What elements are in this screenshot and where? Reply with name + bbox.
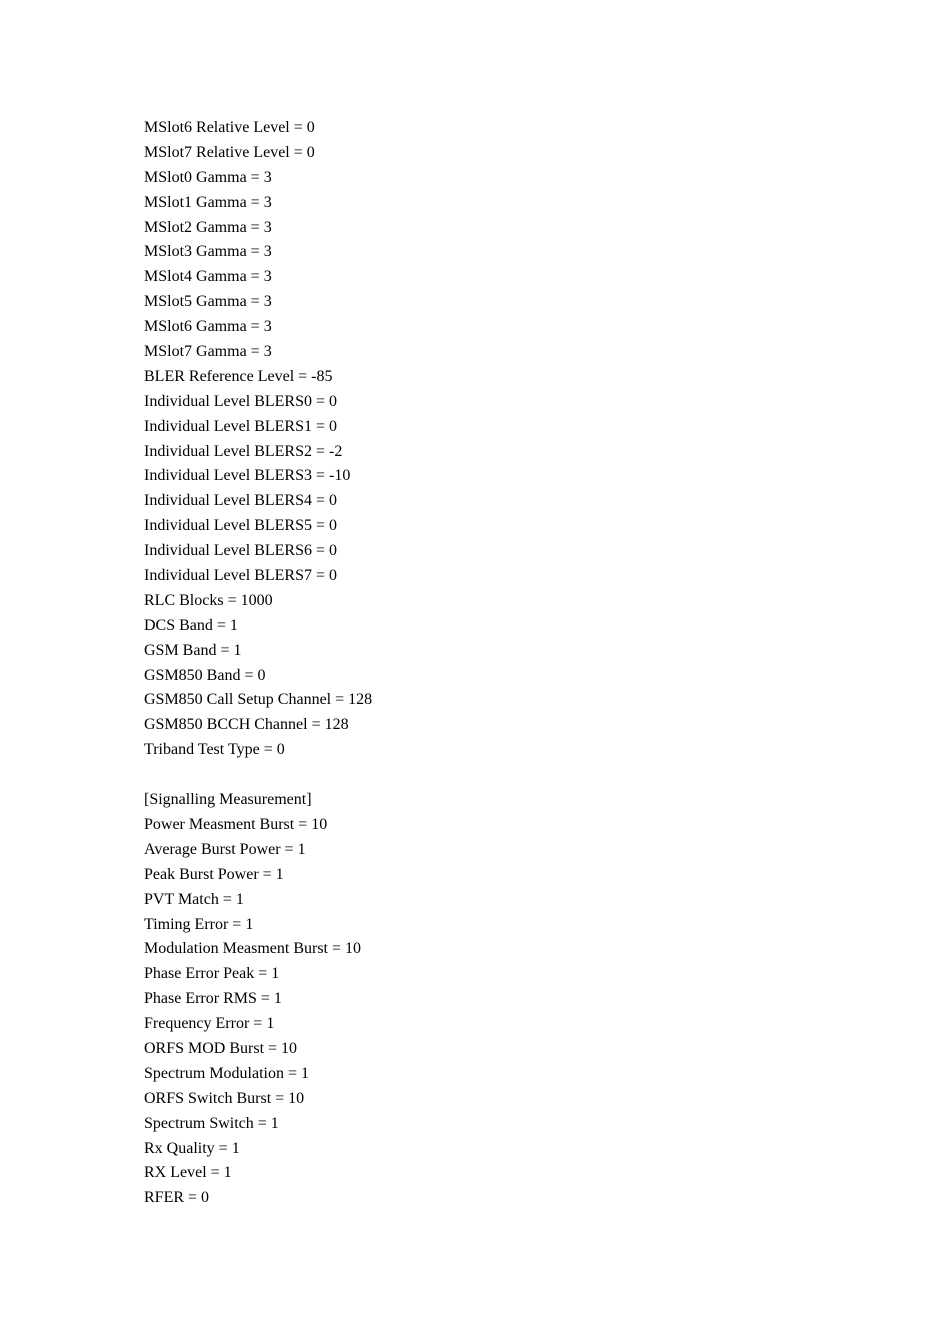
config-line: BLER Reference Level = -85 <box>144 367 333 385</box>
config-line: Individual Level BLERS7 = 0 <box>144 567 337 585</box>
config-line: Spectrum Switch = 1 <box>144 1114 279 1132</box>
section-header: [Signalling Measurement] <box>144 791 312 809</box>
config-line: Individual Level BLERS6 = 0 <box>144 542 337 560</box>
config-line: Rx Quality = 1 <box>144 1139 240 1157</box>
blank-line <box>144 763 904 788</box>
config-line: MSlot2 Gamma = 3 <box>144 218 272 236</box>
config-line: Individual Level BLERS0 = 0 <box>144 392 337 410</box>
config-line: RLC Blocks = 1000 <box>144 591 273 609</box>
config-line: Timing Error = 1 <box>144 915 254 933</box>
config-line: MSlot6 Relative Level = 0 <box>144 119 315 136</box>
config-line: Triband Test Type = 0 <box>144 741 285 759</box>
config-line: Individual Level BLERS1 = 0 <box>144 417 337 435</box>
config-line: Spectrum Modulation = 1 <box>144 1064 310 1082</box>
config-line: Power Measment Burst = 10 <box>144 815 328 833</box>
config-line: Phase Error RMS = 1 <box>144 990 282 1008</box>
signalling-measurement-section <box>144 788 904 1211</box>
config-line: GSM850 BCCH Channel = 128 <box>144 716 349 734</box>
config-line: MSlot5 Gamma = 3 <box>144 293 272 311</box>
config-line: Individual Level BLERS5 = 0 <box>144 517 337 535</box>
config-line: GSM Band = 1 <box>144 641 242 659</box>
config-line: RFER = 0 <box>144 1189 210 1207</box>
config-line: MSlot4 Gamma = 3 <box>144 268 272 286</box>
config-line: ORFS Switch Burst = 10 <box>144 1089 305 1107</box>
config-line: GSM850 Call Setup Channel = 128 <box>144 691 373 709</box>
config-line: MSlot1 Gamma = 3 <box>144 193 272 211</box>
config-line: GSM850 Band = 0 <box>144 666 266 684</box>
config-document <box>144 116 904 1211</box>
config-line: MSlot0 Gamma = 3 <box>144 168 272 186</box>
config-line: Phase Error Peak = 1 <box>144 965 280 983</box>
settings-block <box>144 116 904 763</box>
config-line: Individual Level BLERS2 = -2 <box>144 442 343 460</box>
config-line: Peak Burst Power = 1 <box>144 865 284 883</box>
config-line: MSlot7 Relative Level = 0 <box>144 143 315 161</box>
config-line: MSlot6 Gamma = 3 <box>144 318 272 336</box>
config-line: Modulation Measment Burst = 10 <box>144 940 362 958</box>
config-line: MSlot7 Gamma = 3 <box>144 343 272 361</box>
config-line: Individual Level BLERS3 = -10 <box>144 467 351 485</box>
config-line: DCS Band = 1 <box>144 616 238 634</box>
config-line: ORFS MOD Burst = 10 <box>144 1039 298 1057</box>
config-line: PVT Match = 1 <box>144 890 244 908</box>
config-line: Individual Level BLERS4 = 0 <box>144 492 337 510</box>
config-line: Frequency Error = 1 <box>144 1015 275 1033</box>
config-line: Average Burst Power = 1 <box>144 840 306 858</box>
config-line: RX Level = 1 <box>144 1164 232 1182</box>
config-line: MSlot3 Gamma = 3 <box>144 243 272 261</box>
